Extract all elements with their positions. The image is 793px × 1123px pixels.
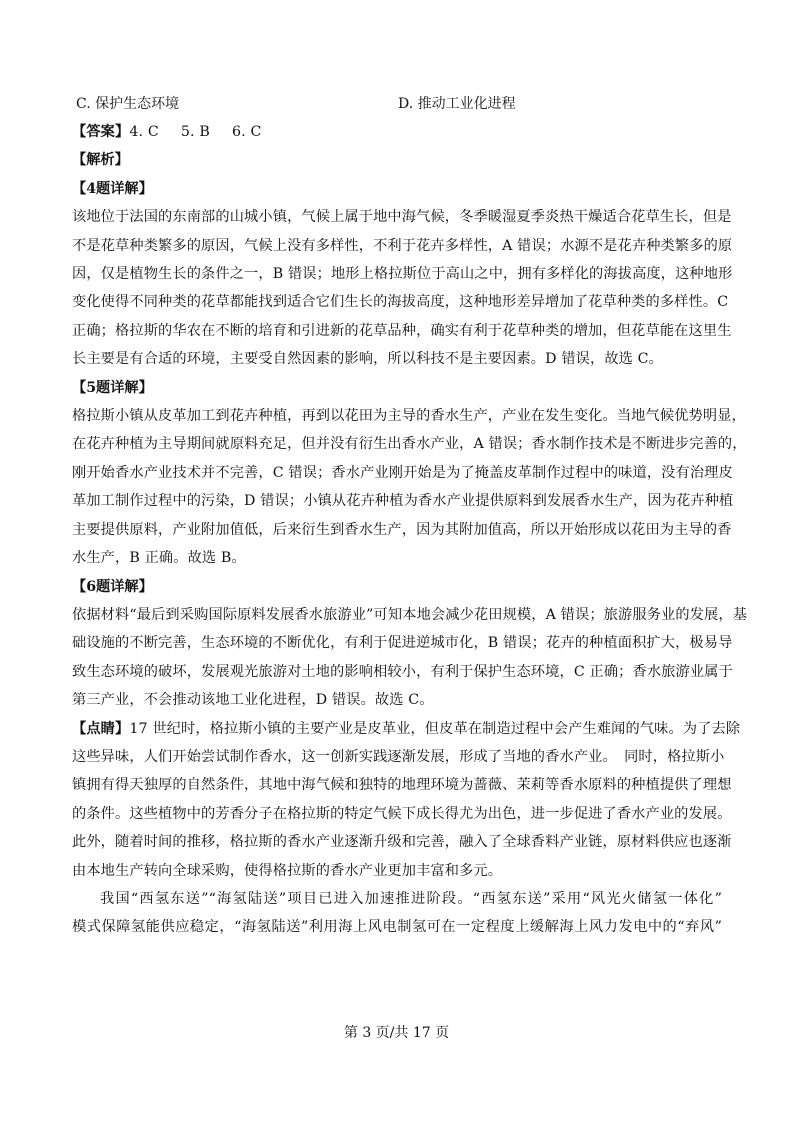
dianjing-section	[72, 715, 741, 885]
text-line: 变化使得不同种类的花草都能找到适合它们生长的海拔高度，这种地形差异增加了花草种类的多样性。C	[72, 294, 729, 311]
page-content	[72, 90, 748, 942]
answer-item: 5. B	[180, 124, 210, 140]
q4-explanation	[72, 203, 733, 373]
text-line: 此外，随着时间的推移，格拉斯的香水产业逐渐升级和完善，融入了全球香料产业链，原材料供应也逐渐	[72, 834, 732, 851]
q6-heading: 【6题详解】	[72, 578, 153, 595]
options-row	[72, 90, 722, 118]
text-line: 水生产，B 正确。故选 B。	[72, 550, 246, 567]
text-line: 镇拥有得天独厚的自然条件，其地中海气候和独特的地理环境为蔷薇、茉莉等香水原料的种植提供了理想	[72, 777, 732, 794]
text-line: 致生态环境的破坏，发展观光旅游对土地的影响相较小，有利于保护生态环境，C 正确；香水旅游业属于	[72, 663, 733, 680]
next-question-material	[72, 885, 722, 942]
option-d: D. 推动工业化进程	[398, 96, 516, 112]
text-line: 长主要是有合适的环境，主要受自然因素的影响，所以科技不是主要因素。D 错误，故选 C。	[72, 351, 664, 368]
answer-item: 6. C	[231, 124, 262, 140]
q6-explanation	[72, 601, 748, 715]
text-line: 主要提供原料，产业附加值低，后来衍生到香水生产，因为其附加值高，所以开始形成以花田为主导的香	[72, 521, 732, 538]
dianjing-label: 【点睛】	[72, 720, 130, 737]
analysis-label: 【解析】	[72, 152, 129, 169]
text-line: 我国“西氢东送”“海氢陆送”项目已进入加速推进阶段。“西氢东送”采用“风光火储氢一体化”	[100, 890, 722, 907]
text-line: 不是花草种类繁多的原因，气候上没有多样性，不利于花卉多样性，A 错误；水源不是花卉种类繁多的原	[72, 237, 733, 254]
q4-heading: 【4题详解】	[72, 180, 153, 197]
dianjing-first-line: 17 世纪时，格拉斯小镇的主要产业是皮革业，但皮革在制造过程中会产生难闻的气味。为了去除	[129, 720, 741, 737]
text-line: 的条件。这些植物中的芳香分子在格拉斯的特定气候下成长得尤为出色，进一步促进了香水产业的发展。	[72, 805, 732, 822]
text-line: 模式保障氢能供应稳定，“海氢陆送”利用海上风电制氢可在一定程度上缓解海上风力发电中的“弃风”	[72, 919, 722, 936]
text-line: 革加工制作过程中的污染，D 错误；小镇从花卉种植为香水产业提供原料到发展香水生产，因为花卉种植	[72, 493, 734, 510]
answer-item: 4. C	[129, 124, 159, 140]
text-line: 础设施的不断完善，生态环境的不断优化，有利于促进逆城市化，B 错误；花卉的种植面积扩大，极易导	[72, 635, 733, 652]
text-line: 依据材料“最后到采购国际原料发展香水旅游业”可知本地会减少花田规模，A 错误；旅游服务业的发展，基	[72, 606, 748, 623]
page-number: 第 3 页/共 17 页	[343, 1025, 450, 1041]
text-line: 该地位于法国的东南部的山城小镇，气候上属于地中海气候，冬季暖湿夏季炎热干燥适合花草生长，但是	[72, 209, 732, 226]
text-line: 由本地生产转向全球采购，使得格拉斯的香水产业更加丰富和多元。	[72, 862, 503, 879]
text-line: 第三产业，不会推动该地工业化进程，D 错误。故选 C。	[72, 692, 434, 709]
text-line: 这些异味，人们开始尝试制作香水，这一创新实践逐渐发展，形成了当地的香水产业。 同时，格拉斯小	[72, 748, 725, 765]
text-line: 正确；格拉斯的华农在不断的培育和引进新的花草品种，确实有利于花草种类的增加，但花草能在这里生	[72, 322, 732, 339]
answer-line	[72, 118, 722, 146]
text-line: 因，仅是植物生长的条件之一，B 错误；地形上格拉斯位于高山之中，拥有多样化的海拔高度，这种地形	[72, 266, 733, 283]
text-line: 格拉斯小镇从皮革加工到花卉种植，再到以花田为主导的香水生产，产业在发生变化。当地气候优势明显，	[72, 408, 746, 425]
option-c: C. 保护生态环境	[76, 96, 180, 112]
q5-heading: 【5题详解】	[72, 379, 153, 396]
q5-explanation	[72, 402, 747, 572]
text-line	[72, 715, 741, 743]
text-line: 刚开始香水产业技术并不完善，C 错误；香水产业刚开始是为了掩盖皮革制作过程中的味道，没有治理皮	[72, 464, 733, 481]
answer-label: 【答案】	[72, 124, 130, 140]
text-line: 在花卉种植为主导期间就原料充足，但并没有衍生出香水产业，A 错误；香水制作技术是不断进步完善的，	[72, 436, 747, 453]
